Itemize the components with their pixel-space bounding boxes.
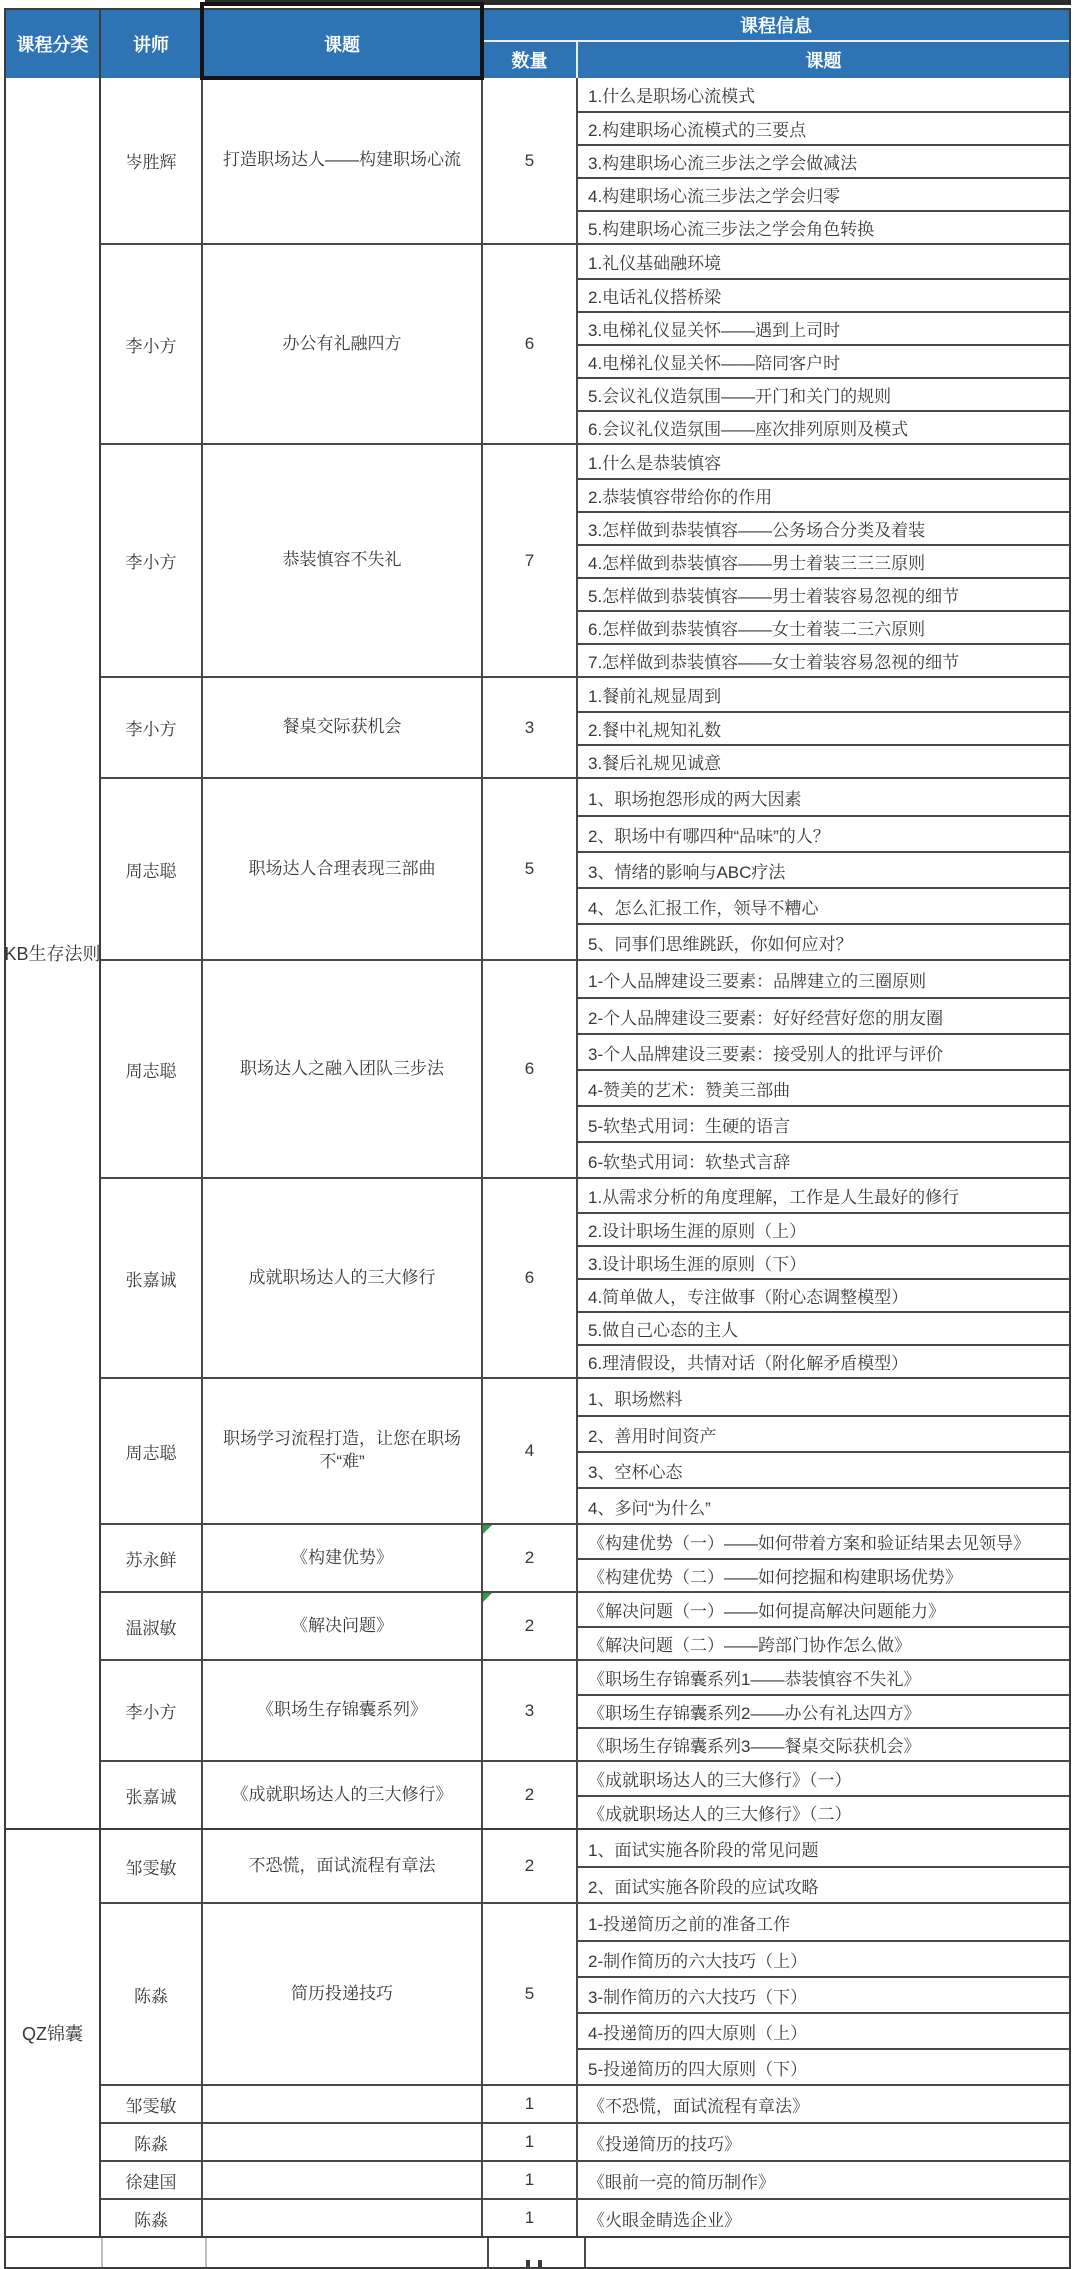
header-cell-topic-selected[interactable]: 课题 <box>203 10 483 78</box>
item-list <box>578 1379 1069 1523</box>
course-item-cell[interactable]: 1、面试实施各阶段的常见问题 <box>588 1840 819 1860</box>
lecturer-cell[interactable]: 李小方 <box>101 445 203 676</box>
topic-cell[interactable] <box>203 2086 483 2122</box>
item-list <box>578 78 1069 243</box>
header-group-course-info <box>483 10 1069 78</box>
course-item-cell[interactable]: 5.怎样做到恭装慎容——男士着装容易忽视的细节 <box>578 577 1069 610</box>
course-item-cell[interactable]: 3.构建职场心流三步法之学会做减法 <box>578 144 1069 177</box>
count-cell[interactable]: 3 <box>483 678 578 777</box>
count-cell[interactable]: 6 <box>483 1179 578 1377</box>
course-item-cell[interactable]: 《构建优势（二）——如何挖掘和构建职场优势》 <box>578 1558 1069 1591</box>
course-item-cell[interactable]: 3.电梯礼仪显关怀——遇到上司时 <box>578 311 1069 344</box>
count-cell[interactable]: 6 <box>483 961 578 1177</box>
course-item-cell[interactable]: 《职场生存锦囊系列2——办公有礼达四方》 <box>578 1694 1069 1727</box>
course-block <box>101 1591 1069 1659</box>
topic-cell[interactable]: 办公有礼融四方 <box>203 245 483 443</box>
course-item-cell[interactable]: 《火眼金睛选企业》 <box>588 2210 741 2230</box>
topic-cell[interactable]: 《成就职场达人的三大修行》 <box>203 1762 483 1828</box>
lecturer-cell[interactable]: 温淑敏 <box>101 1593 203 1659</box>
course-item-cell[interactable]: 1、职场燃料 <box>588 1389 683 1409</box>
count-cell[interactable]: 1 <box>483 2200 578 2236</box>
topic-cell[interactable]: 职场达人之融入团队三步法 <box>203 961 483 1177</box>
course-item-cell[interactable]: 3-制作简历的六大技巧（下） <box>578 1976 1069 2012</box>
course-block <box>101 2122 1069 2160</box>
course-item-cell[interactable]: 3.设计职场生涯的原则（下） <box>578 1245 1069 1278</box>
course-item-cell[interactable]: 《不恐慌，面试流程有章法》 <box>588 2096 809 2116</box>
topic-cell[interactable] <box>203 2124 483 2160</box>
item-list <box>578 1904 1069 2084</box>
course-block <box>101 1760 1069 1828</box>
course-item-cell[interactable]: 4-投递简历的四大原则（上） <box>578 2012 1069 2048</box>
count-cell[interactable]: 7 <box>483 445 578 676</box>
lecturer-cell[interactable]: 李小方 <box>101 245 203 443</box>
lecturer-cell[interactable]: 徐建国 <box>101 2162 203 2198</box>
course-item-cell[interactable]: 4-赞美的艺术：赞美三部曲 <box>578 1069 1069 1105</box>
course-item-cell[interactable]: 5.会议礼仪造氛围——开门和关门的规则 <box>578 377 1069 410</box>
topic-cell[interactable]: 成就职场达人的三大修行 <box>203 1179 483 1377</box>
count-cell[interactable]: 5 <box>483 78 578 243</box>
count-cell[interactable]: 2 <box>483 1593 578 1659</box>
course-item-cell[interactable]: 2-制作简历的六大技巧（上） <box>578 1940 1069 1976</box>
header-subrow <box>483 42 1069 78</box>
item-list <box>578 1593 1069 1659</box>
course-item-cell[interactable]: 《职场生存锦囊系列1——恭装慎容不失礼》 <box>588 1670 921 1689</box>
course-item-cell[interactable]: 3-个人品牌建设三要素：接受别人的批评与评价 <box>578 1033 1069 1069</box>
course-item-cell[interactable]: 《眼前一亮的简历制作》 <box>588 2172 775 2192</box>
course-item-cell[interactable]: 4.电梯礼仪显关怀——陪同客户时 <box>578 344 1069 377</box>
course-item-cell[interactable]: 3.餐后礼规见诚意 <box>578 744 1069 777</box>
item-list <box>578 445 1069 676</box>
course-block <box>101 2084 1069 2122</box>
course-block <box>101 1377 1069 1523</box>
header-cell-lecturer[interactable]: 讲师 <box>101 10 203 78</box>
course-item-cell[interactable]: 6.会议礼仪造氛围——座次排列原则及模式 <box>578 410 1069 443</box>
course-block <box>101 1902 1069 2084</box>
course-item-cell[interactable]: 《成就职场达人的三大修行》（二） <box>578 1795 1069 1828</box>
course-item-cell[interactable]: 5.构建职场心流三步法之学会角色转换 <box>578 210 1069 243</box>
topic-cell[interactable]: 职场学习流程打造，让您在职场不“难” <box>203 1379 483 1523</box>
topic-cell[interactable]: 餐桌交际获机会 <box>203 678 483 777</box>
item-list <box>578 961 1069 1177</box>
count-cell[interactable]: 1 <box>483 2124 578 2160</box>
course-block <box>101 676 1069 777</box>
course-item-cell[interactable]: 《职场生存锦囊系列3——餐桌交际获机会》 <box>578 1727 1069 1760</box>
course-block <box>101 1523 1069 1591</box>
course-item-cell[interactable]: 5-投递简历的四大原则（下） <box>578 2048 1069 2084</box>
item-list <box>578 1661 1069 1760</box>
lecturer-cell[interactable]: 李小方 <box>101 678 203 777</box>
header-cell-item-topic[interactable]: 课题 <box>805 51 842 71</box>
item-list <box>578 1179 1069 1377</box>
course-item-cell[interactable]: 《投递简历的技巧》 <box>588 2134 741 2154</box>
course-item-cell[interactable]: 2、职场中有哪四种“品味”的人？ <box>578 815 1069 851</box>
item-list <box>578 1830 1069 1902</box>
item-list <box>578 779 1069 959</box>
course-item-cell[interactable]: 3、情绪的影响与ABC疗法 <box>578 851 1069 887</box>
lecturer-cell[interactable]: 张嘉诚 <box>101 1179 203 1377</box>
course-item-cell[interactable]: 1-个人品牌建设三要素：品牌建立的三圈原则 <box>588 971 927 991</box>
course-item-cell[interactable]: 1.什么是职场心流模式 <box>588 87 756 106</box>
topic-cell[interactable] <box>203 2200 483 2236</box>
table-body <box>6 78 1069 2236</box>
count-cell[interactable]: 5 <box>483 1904 578 2084</box>
course-item-cell[interactable]: 4、多问“为什么” <box>578 1487 1069 1523</box>
course-item-cell[interactable]: 6.理清假设，共情对话（附化解矛盾模型） <box>578 1344 1069 1377</box>
lecturer-cell[interactable]: 陈淼 <box>101 2124 203 2160</box>
course-block <box>101 443 1069 676</box>
course-item-cell[interactable]: 2.恭装慎容带给你的作用 <box>578 478 1069 511</box>
lecturer-cell[interactable]: 陈淼 <box>101 1904 203 2084</box>
course-item-cell[interactable]: 4.怎样做到恭装慎容——男士着装三三三原则 <box>578 544 1069 577</box>
count-cell[interactable]: 1 <box>483 2086 578 2122</box>
course-item-cell[interactable]: 2-个人品牌建设三要素：好好经营好您的朋友圈 <box>578 997 1069 1033</box>
topic-cell[interactable]: 《解决问题》 <box>203 1593 483 1659</box>
topic-cell[interactable]: 简历投递技巧 <box>203 1904 483 2084</box>
course-item-cell[interactable]: 2.构建职场心流模式的三要点 <box>578 111 1069 144</box>
course-item-cell[interactable]: 1.什么是恭装慎容 <box>588 454 722 473</box>
topic-cell[interactable] <box>203 2162 483 2198</box>
course-item-cell[interactable]: 2.电话礼仪搭桥梁 <box>578 278 1069 311</box>
course-item-cell[interactable]: 2.设计职场生涯的原则（上） <box>578 1212 1069 1245</box>
course-block <box>101 1659 1069 1760</box>
course-item-cell[interactable]: 2、面试实施各阶段的应试攻略 <box>578 1866 1069 1902</box>
lecturer-cell[interactable]: 周志聪 <box>101 961 203 1177</box>
course-block <box>101 2160 1069 2198</box>
category-blocks <box>101 78 1069 1828</box>
topic-cell[interactable]: 《职场生存锦囊系列》 <box>203 1661 483 1760</box>
topic-cell[interactable]: 职场达人合理表现三部曲 <box>203 779 483 959</box>
course-block <box>101 78 1069 243</box>
lecturer-cell[interactable]: 陈淼 <box>101 2200 203 2236</box>
clipped-top-border <box>205 0 1071 5</box>
lecturer-cell[interactable]: 周志聪 <box>101 1379 203 1523</box>
course-item-cell[interactable]: 3.怎样做到恭装慎容——公务场合分类及着装 <box>578 511 1069 544</box>
course-item-cell[interactable]: 4.构建职场心流三步法之学会归零 <box>578 177 1069 210</box>
count-cell[interactable]: 4 <box>483 1379 578 1523</box>
lecturer-cell[interactable]: 邹雯敏 <box>101 2086 203 2122</box>
count-cell[interactable]: 1 <box>483 2162 578 2198</box>
category-blocks <box>101 1830 1069 2236</box>
item-list <box>578 2162 1069 2198</box>
course-item-cell[interactable]: 5.做自己心态的主人 <box>578 1311 1069 1344</box>
category-cell[interactable]: KB生存法则 <box>6 78 101 1828</box>
course-block <box>101 1177 1069 1377</box>
course-item-cell[interactable]: 6.怎样做到恭装慎容——女士着装二三六原则 <box>578 610 1069 643</box>
course-block <box>101 959 1069 1177</box>
item-list <box>578 678 1069 777</box>
course-item-cell[interactable]: 4、怎么汇报工作，领导不糟心 <box>578 887 1069 923</box>
course-item-cell[interactable]: 《构建优势（一）——如何带着方案和验证结果去见领导》 <box>588 1534 1030 1553</box>
item-list <box>578 2124 1069 2160</box>
course-item-cell[interactable]: 5-软垫式用词：生硬的语言 <box>578 1105 1069 1141</box>
lecturer-cell[interactable]: 邹雯敏 <box>101 1830 203 1902</box>
course-item-cell[interactable]: 《解决问题（一）——如何提高解决问题能力》 <box>588 1602 945 1621</box>
clipped-text-fragment <box>522 2260 552 2267</box>
topic-cell[interactable]: 恭装慎容不失礼 <box>203 445 483 676</box>
category-section <box>6 1828 1069 2236</box>
item-list <box>578 245 1069 443</box>
item-list <box>578 1525 1069 1591</box>
topic-cell[interactable]: 不恐慌，面试流程有章法 <box>203 1830 483 1902</box>
category-cell[interactable]: QZ锦囊 <box>6 1830 101 2236</box>
count-cell[interactable]: 3 <box>483 1661 578 1760</box>
course-item-cell[interactable]: 4.简单做人，专注做事（附心态调整模型） <box>578 1278 1069 1311</box>
course-table <box>4 8 1071 2269</box>
header-cell-category[interactable]: 课程分类 <box>6 10 101 78</box>
topic-cell[interactable]: 《构建优势》 <box>203 1525 483 1591</box>
category-section <box>6 78 1069 1828</box>
course-block <box>101 243 1069 443</box>
count-cell[interactable]: 2 <box>483 1762 578 1828</box>
lecturer-cell[interactable]: 岑胜辉 <box>101 78 203 243</box>
header-cell-count[interactable]: 数量 <box>483 42 578 78</box>
course-block <box>101 777 1069 959</box>
lecturer-cell[interactable]: 周志聪 <box>101 779 203 959</box>
count-cell[interactable]: 2 <box>483 1525 578 1591</box>
course-item-cell[interactable]: 2、善用时间资产 <box>578 1415 1069 1451</box>
course-block <box>101 1830 1069 1902</box>
item-list <box>578 1762 1069 1828</box>
course-item-cell[interactable]: 1-投递简历之前的准备工作 <box>588 1914 791 1934</box>
lecturer-cell[interactable]: 苏永鲜 <box>101 1525 203 1591</box>
course-item-cell[interactable]: 《解决问题（二）——跨部门协作怎么做》 <box>578 1626 1069 1659</box>
count-cell[interactable]: 5 <box>483 779 578 959</box>
course-item-cell[interactable]: 2.餐中礼规知礼数 <box>578 711 1069 744</box>
topic-cell[interactable]: 打造职场达人——构建职场心流 <box>203 78 483 243</box>
item-list <box>578 2086 1069 2122</box>
course-item-cell[interactable]: 《成就职场达人的三大修行》（一） <box>588 1771 852 1790</box>
course-block <box>101 2198 1069 2236</box>
count-cell[interactable]: 2 <box>483 1830 578 1902</box>
count-cell[interactable]: 6 <box>483 245 578 443</box>
course-item-cell[interactable]: 6-软垫式用词：软垫式言辞 <box>578 1141 1069 1177</box>
course-item-cell[interactable]: 5、同事们思维跳跃，你如何应对？ <box>578 923 1069 959</box>
course-item-cell[interactable]: 7.怎样做到恭装慎容——女士着装容易忽视的细节 <box>578 643 1069 676</box>
course-item-cell[interactable]: 1.礼仪基础融环境 <box>588 254 722 273</box>
course-item-cell[interactable]: 1.从需求分析的角度理解，工作是人生最好的修行 <box>588 1188 960 1207</box>
lecturer-cell[interactable]: 张嘉诚 <box>101 1762 203 1828</box>
header-cell-course-info[interactable]: 课程信息 <box>483 10 1069 42</box>
lecturer-cell[interactable]: 李小方 <box>101 1661 203 1760</box>
table-header <box>6 10 1069 78</box>
clipped-bottom-row <box>6 2236 1069 2267</box>
course-item-cell[interactable]: 1、职场抱怨形成的两大因素 <box>588 789 802 809</box>
course-item-cell[interactable]: 1.餐前礼规显周到 <box>588 687 722 706</box>
item-list <box>578 2200 1069 2236</box>
course-item-cell[interactable]: 3、空杯心态 <box>578 1451 1069 1487</box>
